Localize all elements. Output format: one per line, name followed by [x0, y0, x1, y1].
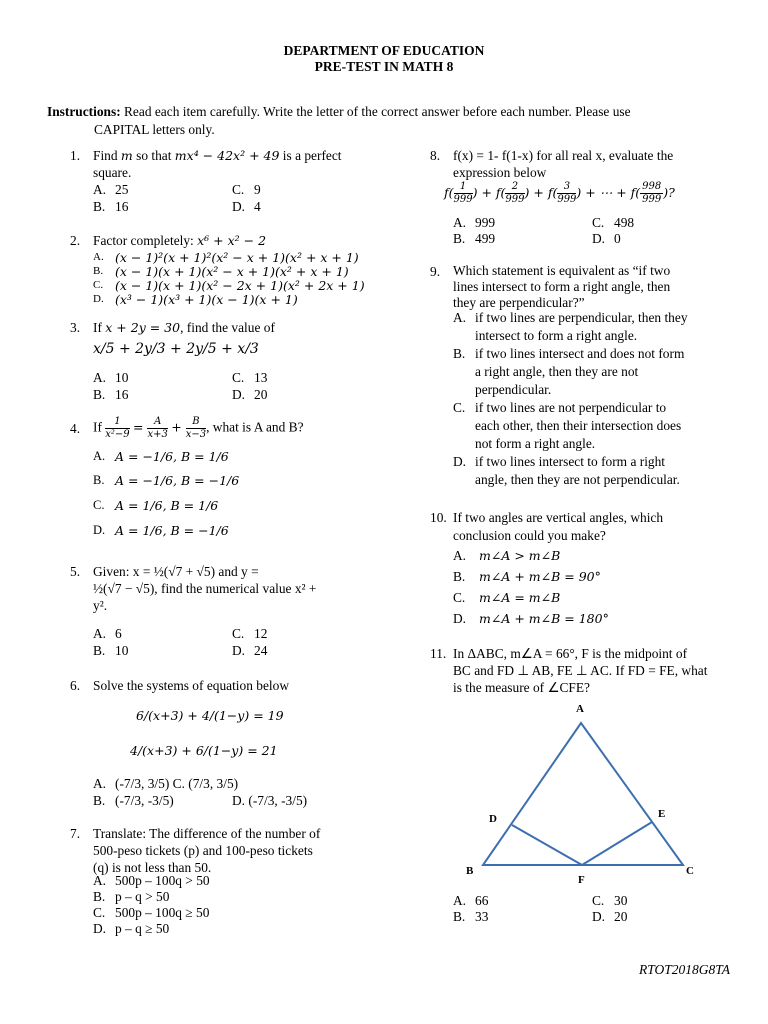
- q4-fraction: $\frac{1}{\text{x²−9}}$: [105, 416, 130, 440]
- label-b: B: [466, 865, 474, 877]
- question-number: 6.: [70, 678, 81, 693]
- question-number: 4.: [70, 421, 81, 436]
- label-f: F: [578, 874, 585, 886]
- question-number: 7.: [70, 826, 81, 841]
- triangle-figure: [455, 695, 715, 890]
- question-8: 8. f(x) = 1- f(1-x) for all real x, evaluate the expression below f( $\frac{1}{999}$ ) + f( $\frac{2}{999}$ ) + f( $\frac{3}{999}$ ) + ⋯ + f( $\frac{998}{999}$ )? A. 999 B. 499 C. 498 D. 0: [430, 147, 740, 247]
- q6-option-d: D. (-7/3, -3/5): [232, 793, 308, 808]
- question-number: 11.: [430, 646, 447, 661]
- q1-text-d: square.: [93, 165, 132, 180]
- q3-expression: x/5 + 2y/3 + 2y/5 + x/3: [93, 341, 259, 357]
- q9-line-3: they are perpendicular?”: [453, 295, 585, 310]
- q8-expression: f( $\frac{1}{999}$ ) + f( $\frac{2}{999}$ ) + f( $\frac{3}{999}$ ) + ⋯ + f( $\frac{998}{999}$ )?: [444, 181, 675, 205]
- question-number: 9.: [430, 264, 441, 279]
- q8-line-1: f(x) = 1- f(1-x) for all real x, evaluate the: [453, 148, 674, 163]
- question-number: 5.: [70, 564, 81, 579]
- question-number: 2.: [70, 233, 81, 248]
- question-5: 5. Given: x = ½(√7 + √5) and y = ½(√7 − √5), find the numerical value x² + y². A. 6 B. 10 C. 12 D. 24: [70, 563, 390, 658]
- q2-expression: x⁶ + x² − 2: [197, 233, 267, 248]
- q3-text-a: If: [93, 320, 106, 335]
- q11-line-1: In ΔABC, m∠A = 66°, F is the midpoint of: [453, 646, 688, 661]
- q10-line-1: If two angles are vertical angles, which: [453, 510, 664, 525]
- question-9: 9. Which statement is equivalent as “if two lines intersect to form a right angle, then they are perpendicular?” A. if two lines are perpendicular, then they intersect to form a right angle. B. if two lines intersect and does not form a right angle, then they are not perpendicular. C. if two lines are not perpendicular to each other, then their intersection does not form a right angle. D. if two lines intersect to form a right angle, then they are not perpendicular.: [430, 263, 740, 493]
- triangle-abc: [483, 723, 683, 865]
- q3-text-b: , find the value of: [180, 320, 275, 335]
- q11-line-3: is the measure of ∠CFE?: [453, 680, 590, 695]
- label-d: D: [489, 813, 497, 825]
- question-6: 6. Solve the systems of equation below 6/(x+3) + 4/(1−y) = 19 4/(x+3) + 6/(1−y) = 21 A. (-7/3, 3/5) C. (7/3, 3/5) B. (-7/3, -3/5) D. (-7/3, -3/5): [70, 678, 308, 808]
- q2-text: Factor completely:: [93, 233, 198, 248]
- q1-expression: mx⁴ − 42x² + 49: [174, 148, 280, 163]
- question-number: 10.: [430, 510, 447, 525]
- question-11: 11. In ΔABC, m∠A = 66°, F is the midpoint of BC and FD ⊥ AB, FE ⊥ AC. If FD = FE, what is the measure of ∠CFE? A. 66 B. 33 C. 30 D. 20: [430, 645, 740, 935]
- question-number: 8.: [430, 148, 441, 163]
- label-a: A: [576, 703, 584, 715]
- document-subtitle: PRE-TEST IN MATH 8: [314, 59, 454, 74]
- q1-text-c: is a perfect: [279, 148, 342, 163]
- q9-line-1: Which statement is equivalent as “if two: [453, 263, 671, 278]
- question-number: 3.: [70, 320, 81, 335]
- question-7: 7. Translate: The difference of the number of 500-peso tickets (p) and 100-peso tickets (q) is not less than 50. A. 500p – 100q > 50 B. p – q > 50 C. 500p – 100q ≥ 50 D. p – q ≥ 50: [70, 825, 390, 940]
- question-10: 10. If two angles are vertical angles, which conclusion could you make? A. m∠A > m∠B B. m∠A + m∠B = 90° C. m∠A = m∠B D. m∠A + m∠B = 180°: [430, 509, 740, 629]
- question-2: 2. Factor completely: x⁶ + x² − 2 A. (x − 1)²(x + 1)²(x² − x + 1)(x² + x + 1) B. (x − 1)(x + 1)(x² − x + 1)(x² + x + 1) C. (x − 1)(x + 1)(x² − 2x + 1)(x² + 2x + 1) D. (x³ − 1)(x³ + 1)(x − 1)(x + 1): [70, 233, 365, 307]
- q8-line-2: expression below: [453, 165, 547, 180]
- q10-line-2: conclusion could you make?: [453, 528, 606, 543]
- label-c: C: [686, 865, 694, 877]
- q4-text: , what is A and B?: [206, 419, 304, 435]
- instructions-text-2: CAPITAL letters only.: [94, 122, 215, 137]
- question-4: 4. If $\frac{1}{\text{x²−9}}$ = $\frac{A}{x+3}$ + $\frac{B}{x-3}$ , what is A and B? A. A = −1/6, B = 1/6 B. A = −1/6, B = −1/6 C. A = 1/6, B = 1/6 D. A = 1/6, B = −1/6: [70, 416, 304, 538]
- q11-line-2: BC and FD ⊥ AB, FE ⊥ AC. If FD = FE, what: [453, 663, 708, 678]
- segment-fe: [582, 822, 652, 865]
- question-number: 1.: [70, 148, 81, 163]
- q5-line-3: y².: [93, 598, 108, 613]
- q1-var: m: [120, 148, 133, 163]
- segment-fd: [512, 825, 582, 865]
- question-3: 3. If x + 2y = 30, find the value of x/5 + 2y/3 + 2y/5 + x/3 A. 10 B. 16 C. 13 D. 20: [70, 320, 275, 402]
- q3-condition: x + 2y = 30: [105, 320, 181, 335]
- instructions-label: Instructions:: [47, 104, 121, 119]
- document-title: DEPARTMENT OF EDUCATION: [283, 43, 485, 58]
- q7-line-1: Translate: The difference of the number of: [93, 826, 321, 841]
- q6-equation-1: 6/(x+3) + 4/(1−y) = 19: [136, 708, 284, 723]
- instructions: [47, 103, 747, 139]
- q9-line-2: lines intersect to form a right angle, then: [453, 279, 671, 294]
- q5-line-1: Given: x = ½(√7 + √5) and y =: [93, 564, 259, 579]
- document-code: RTOT2018G8TA: [638, 962, 730, 977]
- question-1: 1. Find m so that mx⁴ − 42x² + 49 is a perfect square. A. 25 B. 16 C. 9 D. 4: [70, 147, 390, 217]
- q5-line-2: ½(√7 − √5), find the numerical value x² +: [93, 581, 317, 596]
- q1-text-b: so that: [132, 148, 175, 163]
- q6-text: Solve the systems of equation below: [93, 678, 289, 693]
- q7-line-2: 500-peso tickets (p) and 100-peso tickets: [93, 843, 313, 858]
- q1-text-a: Find: [93, 148, 121, 163]
- instructions-text: Read each item carefully. Write the letter of the correct answer before each number. Please use: [120, 104, 631, 119]
- label-e: E: [658, 808, 666, 820]
- q7-line-3: (q) is not less than 50.: [93, 860, 212, 875]
- q6-equation-2: 4/(x+3) + 6/(1−y) = 21: [130, 743, 278, 758]
